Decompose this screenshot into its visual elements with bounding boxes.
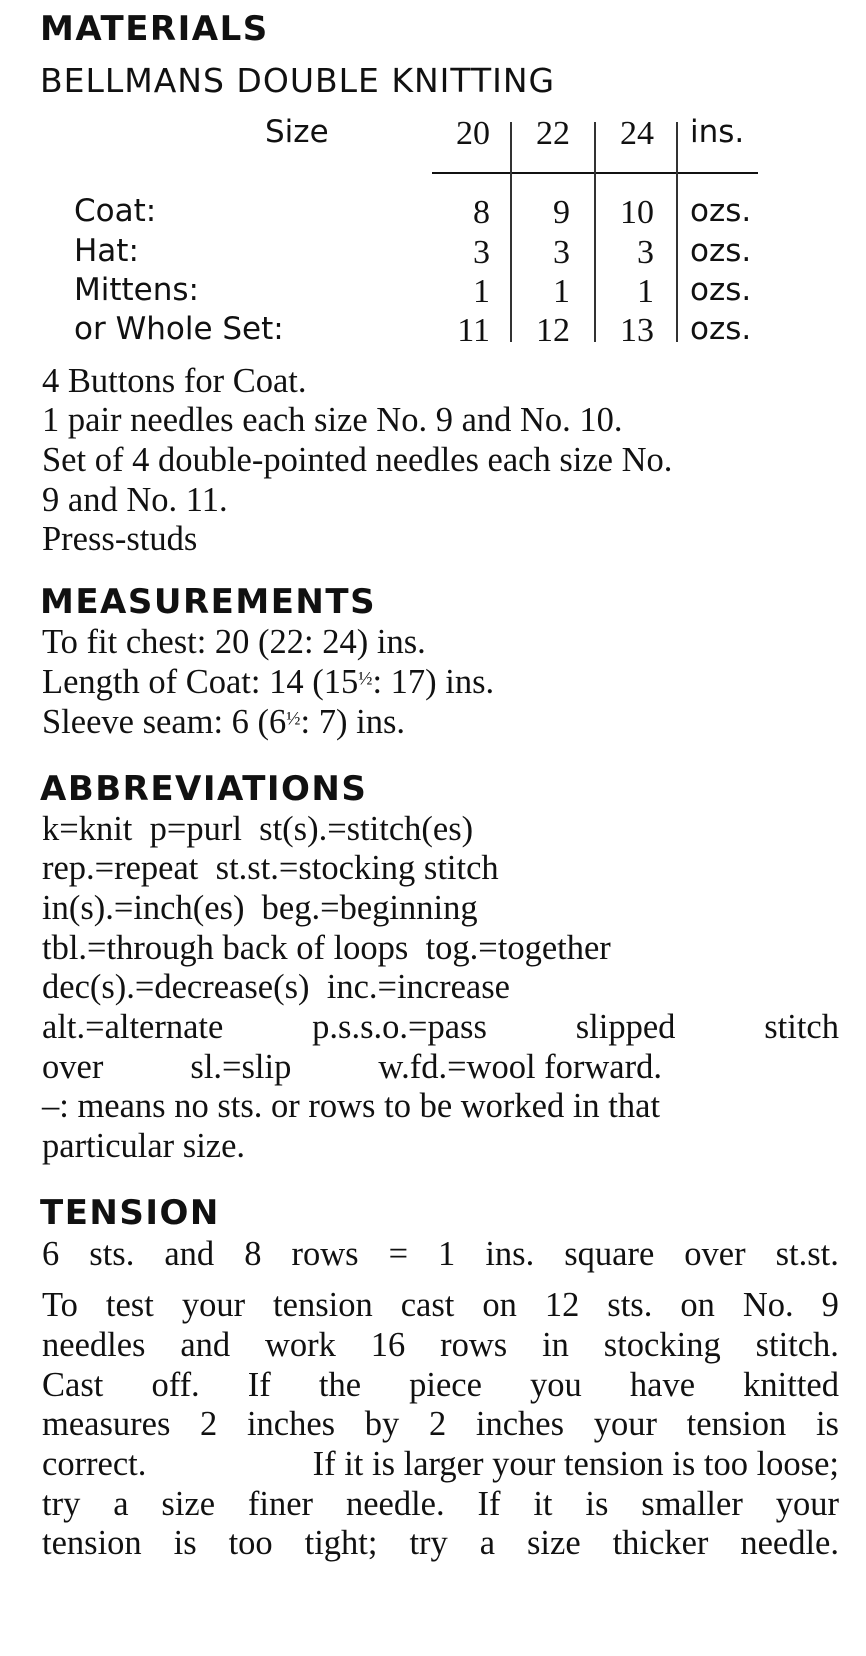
table-cell: 1 — [553, 273, 570, 310]
abbreviation-note: –: means no sts. or rows to be worked in that — [42, 1087, 661, 1125]
abbreviation-line: k=knit p=purl st(s).=stitch(es) — [42, 810, 474, 848]
tension-text-line: correct. If it is larger your tension is too loose; — [42, 1445, 839, 1483]
tension-text-line: tension is too tight; try a size thicker needle. — [42, 1524, 839, 1562]
materials-item: Set of 4 double-pointed needles each size No. — [42, 441, 673, 479]
table-cell: 1 — [637, 273, 654, 310]
tension-text-line: measures 2 inches by 2 inches your tension is — [42, 1405, 839, 1443]
row-label-coat: Coat: — [74, 193, 157, 229]
materials-item: 1 pair needles each size No. 9 and No. 10. — [42, 401, 623, 439]
materials-heading: MATERIALS — [40, 9, 269, 49]
table-cell: 11 — [457, 312, 490, 349]
abbreviation-line: in(s).=inch(es) beg.=beginning — [42, 889, 478, 927]
size-col-2: 22 — [536, 115, 570, 152]
table-column-divider — [510, 122, 512, 342]
row-label-hat: Hat: — [74, 233, 139, 269]
table-cell: 3 — [473, 234, 490, 271]
table-cell: 12 — [536, 312, 570, 349]
table-cell: 3 — [553, 234, 570, 271]
abbreviation-note: particular size. — [42, 1127, 246, 1165]
row-label-mittens: Mittens: — [74, 272, 199, 308]
table-cell: 3 — [637, 234, 654, 271]
tension-text-line: Cast off. If the piece you have knitted — [42, 1366, 839, 1404]
tension-heading: TENSION — [40, 1193, 220, 1233]
abbreviations-heading: ABBREVIATIONS — [40, 769, 368, 809]
materials-item: 4 Buttons for Coat. — [42, 362, 307, 400]
yarn-name: BELLMANS DOUBLE KNITTING — [40, 61, 556, 100]
coat-length-measurement: Length of Coat: 14 ($15^{\frac{1}{2}}$: 17) ins. — [42, 663, 495, 701]
table-column-divider — [594, 122, 596, 342]
abbreviation-line: over sl.=slip w.fd.=wool forward. — [42, 1048, 662, 1086]
materials-item: Press-studs — [42, 520, 198, 558]
table-cell: 1 — [473, 273, 490, 310]
tension-text-line: try a size finer needle. If it is smaller your — [42, 1485, 839, 1523]
size-unit: ins. — [690, 114, 745, 150]
table-cell: 13 — [620, 312, 654, 349]
table-unit: ozs. — [690, 272, 752, 308]
size-label: Size — [265, 114, 329, 150]
tension-gauge: 6 sts. and 8 rows = 1 ins. square over st.st. — [42, 1235, 839, 1273]
abbreviation-line: tbl.=through back of loops tog.=together — [42, 929, 611, 967]
table-cell: 8 — [473, 194, 490, 231]
size-col-1: 20 — [456, 115, 490, 152]
abbreviation-line: alt.=alternate p.s.s.o.=pass slipped stitch — [42, 1008, 839, 1046]
table-unit: ozs. — [690, 193, 752, 229]
abbreviation-line: dec(s).=decrease(s) inc.=increase — [42, 968, 510, 1006]
table-unit: ozs. — [690, 311, 752, 347]
sleeve-seam-measurement: Sleeve seam: 6 ($6^{\frac{1}{2}}$: 7) ins. — [42, 703, 405, 741]
table-cell: 9 — [553, 194, 570, 231]
tension-text-line: needles and work 16 rows in stocking stitch. — [42, 1326, 839, 1364]
table-cell: 10 — [620, 194, 654, 231]
row-label-whole-set: or Whole Set: — [74, 311, 284, 347]
tension-text-line: To test your tension cast on 12 sts. on No. 9 — [42, 1286, 839, 1324]
measurements-heading: MEASUREMENTS — [40, 582, 377, 622]
size-col-3: 24 — [620, 115, 654, 152]
abbreviation-line: rep.=repeat st.st.=stocking stitch — [42, 849, 499, 887]
chest-measurement: To fit chest: 20 (22: 24) ins. — [42, 623, 426, 661]
materials-item: 9 and No. 11. — [42, 481, 228, 519]
table-unit: ozs. — [690, 233, 752, 269]
table-column-divider — [676, 122, 678, 342]
